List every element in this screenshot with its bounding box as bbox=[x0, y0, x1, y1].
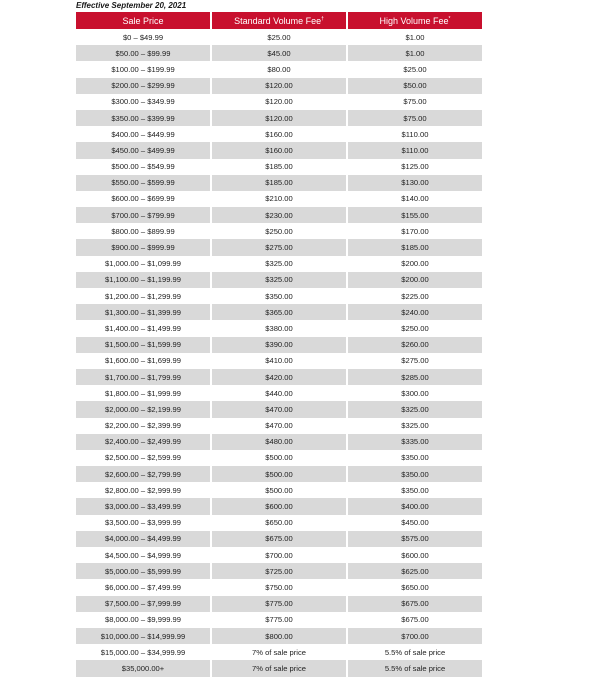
standard-fee-cell: $410.00 bbox=[212, 353, 346, 369]
standard-fee-cell: $80.00 bbox=[212, 61, 346, 77]
high-fee-cell: $675.00 bbox=[348, 596, 482, 612]
sale-price-cell: $350.00 – $399.99 bbox=[76, 110, 210, 126]
standard-fee-cell: $600.00 bbox=[212, 498, 346, 514]
high-fee-cell: $75.00 bbox=[348, 94, 482, 110]
header-sale-price-label: Sale Price bbox=[122, 15, 164, 26]
sale-price-cell: $1,500.00 – $1,599.99 bbox=[76, 337, 210, 353]
high-fee-cell: $350.00 bbox=[348, 482, 482, 498]
table-row bbox=[76, 466, 482, 482]
standard-fee-cell: $120.00 bbox=[212, 94, 346, 110]
high-fee-cell: $75.00 bbox=[348, 110, 482, 126]
standard-fee-cell: $750.00 bbox=[212, 579, 346, 595]
sale-price-cell: $1,000.00 – $1,099.99 bbox=[76, 256, 210, 272]
sale-price-cell: $4,500.00 – $4,999.99 bbox=[76, 547, 210, 563]
high-fee-cell: $275.00 bbox=[348, 353, 482, 369]
sale-price-cell: $3,000.00 – $3,499.99 bbox=[76, 498, 210, 514]
high-fee-cell: $225.00 bbox=[348, 288, 482, 304]
standard-fee-cell: $725.00 bbox=[212, 563, 346, 579]
sale-price-cell: $4,000.00 – $4,499.99 bbox=[76, 531, 210, 547]
high-fee-cell: $260.00 bbox=[348, 337, 482, 353]
high-fee-cell: $325.00 bbox=[348, 418, 482, 434]
header-high-label: High Volume Fee bbox=[379, 15, 449, 26]
high-fee-cell: $125.00 bbox=[348, 159, 482, 175]
standard-fee-cell: $480.00 bbox=[212, 434, 346, 450]
high-fee-cell: $155.00 bbox=[348, 207, 482, 223]
high-fee-cell: $50.00 bbox=[348, 78, 482, 94]
sale-price-cell: $1,700.00 – $1,799.99 bbox=[76, 369, 210, 385]
high-fee-cell: $200.00 bbox=[348, 272, 482, 288]
table-row bbox=[76, 272, 482, 288]
high-fee-cell: $575.00 bbox=[348, 531, 482, 547]
sale-price-cell: $2,400.00 – $2,499.99 bbox=[76, 434, 210, 450]
sale-price-cell: $35,000.00+ bbox=[76, 660, 210, 676]
high-fee-cell: $700.00 bbox=[348, 628, 482, 644]
sale-price-cell: $2,800.00 – $2,999.99 bbox=[76, 482, 210, 498]
sale-price-cell: $1,300.00 – $1,399.99 bbox=[76, 304, 210, 320]
standard-fee-cell: $230.00 bbox=[212, 207, 346, 223]
table-row bbox=[76, 175, 482, 191]
sale-price-cell: $2,500.00 – $2,599.99 bbox=[76, 450, 210, 466]
standard-fee-cell: $775.00 bbox=[212, 596, 346, 612]
standard-fee-cell: $365.00 bbox=[212, 304, 346, 320]
standard-fee-cell: $380.00 bbox=[212, 320, 346, 336]
table-row bbox=[76, 644, 482, 660]
table-row bbox=[76, 191, 482, 207]
high-fee-cell: $140.00 bbox=[348, 191, 482, 207]
table-row bbox=[76, 498, 482, 514]
high-fee-cell: $285.00 bbox=[348, 369, 482, 385]
table-row bbox=[76, 515, 482, 531]
sale-price-cell: $1,400.00 – $1,499.99 bbox=[76, 320, 210, 336]
high-fee-cell: 5.5% of sale price bbox=[348, 644, 482, 660]
standard-fee-cell: $700.00 bbox=[212, 547, 346, 563]
standard-fee-cell: $120.00 bbox=[212, 110, 346, 126]
high-fee-cell: $675.00 bbox=[348, 612, 482, 628]
table-row bbox=[76, 628, 482, 644]
table-row bbox=[76, 304, 482, 320]
high-fee-cell: $400.00 bbox=[348, 498, 482, 514]
table-row bbox=[76, 596, 482, 612]
table-row bbox=[76, 320, 482, 336]
sale-price-cell: $600.00 – $699.99 bbox=[76, 191, 210, 207]
sale-price-cell: $50.00 – $99.99 bbox=[76, 45, 210, 61]
high-fee-cell: $25.00 bbox=[348, 61, 482, 77]
table-row bbox=[76, 547, 482, 563]
high-fee-cell: $200.00 bbox=[348, 256, 482, 272]
table-row bbox=[76, 385, 482, 401]
table-row bbox=[76, 418, 482, 434]
table-row bbox=[76, 110, 482, 126]
sale-price-cell: $700.00 – $799.99 bbox=[76, 207, 210, 223]
table-row bbox=[76, 159, 482, 175]
standard-fee-cell: $500.00 bbox=[212, 450, 346, 466]
high-fee-cell: $335.00 bbox=[348, 434, 482, 450]
standard-fee-cell: $650.00 bbox=[212, 515, 346, 531]
high-fee-cell: $650.00 bbox=[348, 579, 482, 595]
sale-price-cell: $3,500.00 – $3,999.99 bbox=[76, 515, 210, 531]
table-row bbox=[76, 207, 482, 223]
standard-fee-cell: $775.00 bbox=[212, 612, 346, 628]
standard-fee-cell: $120.00 bbox=[212, 78, 346, 94]
sale-price-cell: $2,600.00 – $2,799.99 bbox=[76, 466, 210, 482]
table-row bbox=[76, 579, 482, 595]
standard-fee-cell: $250.00 bbox=[212, 223, 346, 239]
standard-fee-cell: $675.00 bbox=[212, 531, 346, 547]
effective-date: Effective September 20, 2021 bbox=[76, 1, 187, 10]
high-fee-cell: $110.00 bbox=[348, 126, 482, 142]
sale-price-cell: $6,000.00 – $7,499.99 bbox=[76, 579, 210, 595]
high-fee-cell: $185.00 bbox=[348, 239, 482, 255]
sale-price-cell: $100.00 – $199.99 bbox=[76, 61, 210, 77]
table-row bbox=[76, 337, 482, 353]
table-row bbox=[76, 78, 482, 94]
table-row bbox=[76, 353, 482, 369]
sale-price-cell: $1,600.00 – $1,699.99 bbox=[76, 353, 210, 369]
asterisk-footnote-mark: * bbox=[448, 15, 451, 22]
standard-fee-cell: $440.00 bbox=[212, 385, 346, 401]
table-row bbox=[76, 61, 482, 77]
table-row bbox=[76, 256, 482, 272]
header-sale-price bbox=[76, 12, 210, 29]
table-row bbox=[76, 369, 482, 385]
standard-fee-cell: $500.00 bbox=[212, 466, 346, 482]
table-row bbox=[76, 223, 482, 239]
high-fee-cell: $600.00 bbox=[348, 547, 482, 563]
table-body bbox=[76, 29, 482, 677]
standard-fee-cell: 7% of sale price bbox=[212, 660, 346, 676]
high-fee-cell: $110.00 bbox=[348, 142, 482, 158]
high-fee-cell: $450.00 bbox=[348, 515, 482, 531]
sale-price-cell: $900.00 – $999.99 bbox=[76, 239, 210, 255]
high-fee-cell: $130.00 bbox=[348, 175, 482, 191]
standard-fee-cell: $160.00 bbox=[212, 142, 346, 158]
standard-fee-cell: $275.00 bbox=[212, 239, 346, 255]
dagger-footnote-mark: † bbox=[321, 15, 324, 22]
sale-price-cell: $500.00 – $549.99 bbox=[76, 159, 210, 175]
table-row bbox=[76, 563, 482, 579]
sale-price-cell: $1,100.00 – $1,199.99 bbox=[76, 272, 210, 288]
standard-fee-cell: $185.00 bbox=[212, 175, 346, 191]
table-row bbox=[76, 45, 482, 61]
standard-fee-cell: $420.00 bbox=[212, 369, 346, 385]
table-row bbox=[76, 450, 482, 466]
high-fee-cell: $250.00 bbox=[348, 320, 482, 336]
sale-price-cell: $200.00 – $299.99 bbox=[76, 78, 210, 94]
table-row bbox=[76, 94, 482, 110]
sale-price-cell: $8,000.00 – $9,999.99 bbox=[76, 612, 210, 628]
sale-price-cell: $800.00 – $899.99 bbox=[76, 223, 210, 239]
standard-fee-cell: $160.00 bbox=[212, 126, 346, 142]
table-row bbox=[76, 126, 482, 142]
high-fee-cell: $625.00 bbox=[348, 563, 482, 579]
sale-price-cell: $10,000.00 – $14,999.99 bbox=[76, 628, 210, 644]
standard-fee-cell: $350.00 bbox=[212, 288, 346, 304]
table-row bbox=[76, 531, 482, 547]
standard-fee-cell: $185.00 bbox=[212, 159, 346, 175]
sale-price-cell: $550.00 – $599.99 bbox=[76, 175, 210, 191]
table-row bbox=[76, 612, 482, 628]
header-high-volume-fee bbox=[348, 12, 482, 29]
standard-fee-cell: $210.00 bbox=[212, 191, 346, 207]
standard-fee-cell: $390.00 bbox=[212, 337, 346, 353]
high-fee-cell: $300.00 bbox=[348, 385, 482, 401]
table-header-row bbox=[76, 12, 482, 29]
standard-fee-cell: $45.00 bbox=[212, 45, 346, 61]
header-standard-volume-fee bbox=[212, 12, 346, 29]
sale-price-cell: $0 – $49.99 bbox=[76, 29, 210, 45]
table-row bbox=[76, 401, 482, 417]
table-row bbox=[76, 288, 482, 304]
sale-price-cell: $5,000.00 – $5,999.99 bbox=[76, 563, 210, 579]
standard-fee-cell: $500.00 bbox=[212, 482, 346, 498]
sale-price-cell: $450.00 – $499.99 bbox=[76, 142, 210, 158]
standard-fee-cell: 7% of sale price bbox=[212, 644, 346, 660]
high-fee-cell: $350.00 bbox=[348, 466, 482, 482]
table-row bbox=[76, 239, 482, 255]
sale-price-cell: $400.00 – $449.99 bbox=[76, 126, 210, 142]
sale-price-cell: $2,200.00 – $2,399.99 bbox=[76, 418, 210, 434]
high-fee-cell: $325.00 bbox=[348, 401, 482, 417]
standard-fee-cell: $325.00 bbox=[212, 272, 346, 288]
table-row bbox=[76, 29, 482, 45]
standard-fee-cell: $325.00 bbox=[212, 256, 346, 272]
sale-price-cell: $7,500.00 – $7,999.99 bbox=[76, 596, 210, 612]
standard-fee-cell: $800.00 bbox=[212, 628, 346, 644]
sale-price-cell: $1,800.00 – $1,999.99 bbox=[76, 385, 210, 401]
table-row bbox=[76, 142, 482, 158]
high-fee-cell: $350.00 bbox=[348, 450, 482, 466]
high-fee-cell: 5.5% of sale price bbox=[348, 660, 482, 676]
standard-fee-cell: $470.00 bbox=[212, 418, 346, 434]
sale-price-cell: $300.00 – $349.99 bbox=[76, 94, 210, 110]
high-fee-cell: $1.00 bbox=[348, 29, 482, 45]
sale-price-cell: $2,000.00 – $2,199.99 bbox=[76, 401, 210, 417]
standard-fee-cell: $25.00 bbox=[212, 29, 346, 45]
table-row bbox=[76, 660, 482, 676]
table-row bbox=[76, 482, 482, 498]
high-fee-cell: $240.00 bbox=[348, 304, 482, 320]
high-fee-cell: $1.00 bbox=[348, 45, 482, 61]
sale-price-cell: $1,200.00 – $1,299.99 bbox=[76, 288, 210, 304]
standard-fee-cell: $470.00 bbox=[212, 401, 346, 417]
header-standard-label: Standard Volume Fee bbox=[234, 15, 322, 26]
fee-table bbox=[74, 12, 484, 677]
sale-price-cell: $15,000.00 – $34,999.99 bbox=[76, 644, 210, 660]
table-row bbox=[76, 434, 482, 450]
high-fee-cell: $170.00 bbox=[348, 223, 482, 239]
